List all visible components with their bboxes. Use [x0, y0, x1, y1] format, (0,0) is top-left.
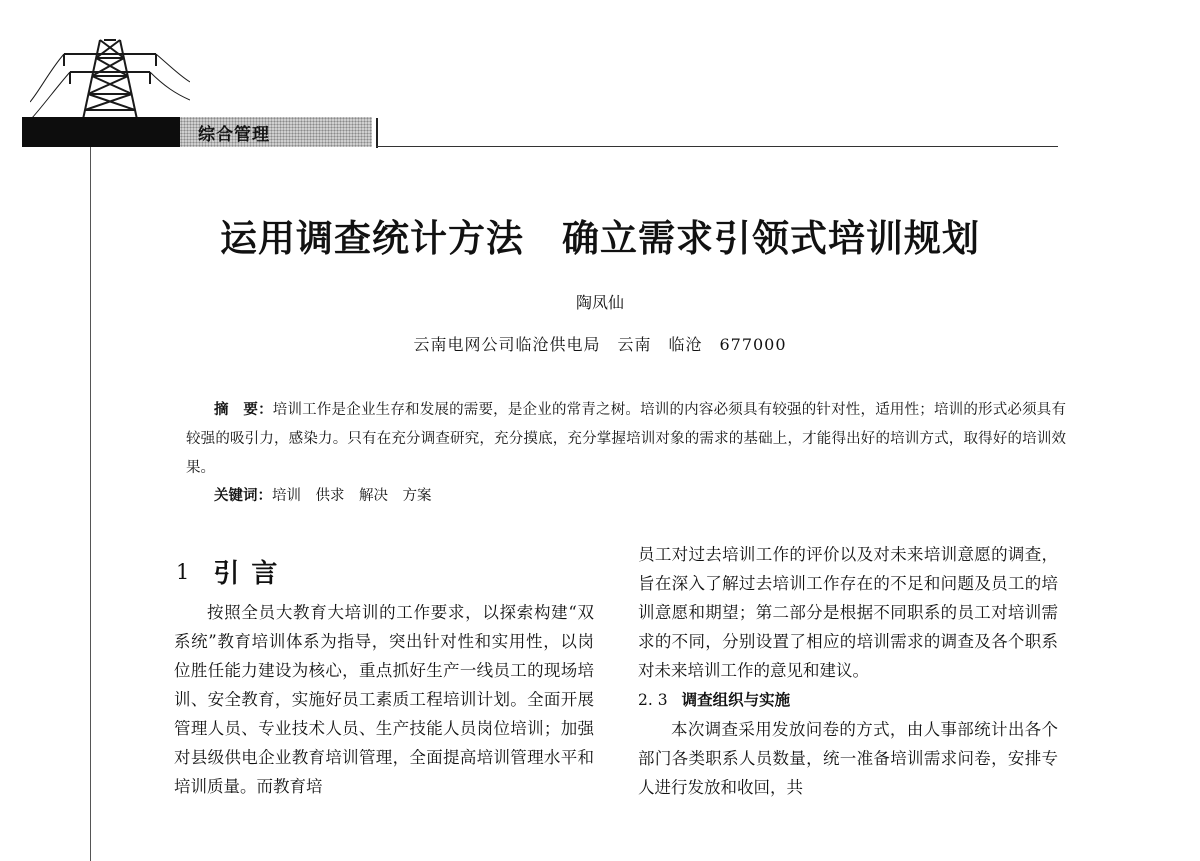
right-column: [638, 540, 1058, 802]
section-tab: [180, 117, 372, 147]
section-label: 综合管理: [198, 124, 270, 145]
abstract-label: 摘 要：: [214, 402, 273, 418]
continued-paragraph: 员工对过去培训工作的评价以及对未来培训意愿的调查，旨在深入了解过去培训工作存在的不足和问题及员工的培训意愿和期望；第二部分是根据不同职系的员工对培训需求的不同，分别设置了相应的培训需求的调查及各个职系对未来培训工作的意见和建议。: [638, 545, 1058, 680]
author-name: 陶凤仙: [575, 293, 624, 312]
keywords: [214, 484, 432, 505]
header-black-bar: [22, 117, 182, 147]
section-heading-text: 引言: [213, 559, 290, 589]
abstract: [186, 396, 1066, 483]
keywords-label: 关键词：: [214, 488, 272, 504]
keywords-text: 培训 供求 解决 方案: [272, 488, 432, 504]
power-tower-icon: [30, 36, 190, 126]
subheading-number: 2. 3: [638, 691, 668, 709]
subheading-survey-organization: [638, 685, 1058, 715]
intro-paragraph: 按照全员大教育大培训的工作要求，以探索构建“双系统”教育培训体系为指导，突出针对性和实用性，以岗位胜任能力建设为核心，重点抓好生产一线员工的现场培训、安全教育，实施好员工素质工程培训计划。全面开展管理人员、专业技术人员、生产技能人员岗位培训；加强对县级供电企业教育培训管理，全面提高培训管理水平和培训质量。而教育培: [174, 603, 594, 796]
abstract-text: 培训工作是企业生存和发展的需要，是企业的常青之树。培训的内容必须具有较强的针对性，适用性；培训的形式必须具有较强的吸引力，感染力。只有在充分调查研究，充分摸底，充分掌握培训对象的需求的基础上，才能得出好的培训方式，取得好的培训效果。: [186, 402, 1067, 476]
tab-divider: [376, 118, 378, 148]
survey-paragraph: 本次调查采用发放问卷的方式，由人事部统计出各个部门各类职系人员数量，统一准备培训需求问卷，安排专人进行发放和收回，共: [638, 720, 1058, 797]
subheading-text: 调查组织与实施: [681, 691, 791, 709]
left-column: [174, 598, 594, 801]
section-heading-introduction: [176, 553, 289, 590]
header-rule: [376, 146, 1058, 147]
author-affiliation: 云南电网公司临沧供电局 云南 临沧 677000: [413, 335, 787, 354]
section-number: 1: [176, 559, 190, 584]
article-title: 运用调查统计方法 确立需求引领式培训规划: [220, 216, 980, 260]
